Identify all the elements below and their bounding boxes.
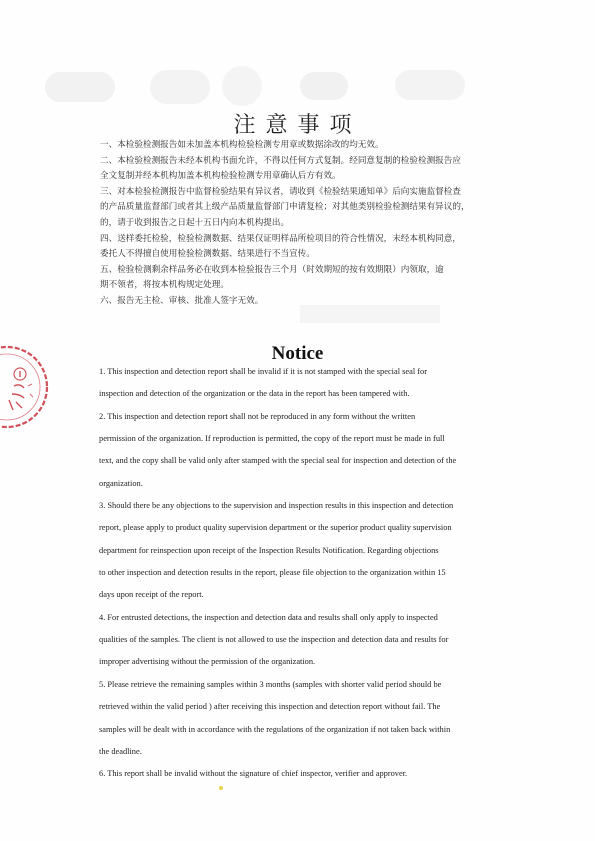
english-line: improper advertising without the permission of the organization. bbox=[99, 657, 316, 667]
chinese-line: 四、送样委托检验，检验检测数据、结果仅证明样品所检项目的符合性情况，未经本机构同意， bbox=[100, 233, 461, 244]
chinese-title: 注意事项 bbox=[233, 113, 362, 138]
bleed-through-mark bbox=[395, 70, 465, 100]
english-line: retrieved within the valid period ) after receiving this inspection and detection report without fail. The bbox=[99, 702, 441, 712]
scan-speck bbox=[219, 786, 223, 790]
english-line: days upon receipt of the report. bbox=[99, 590, 204, 600]
chinese-line: 期不领者，将按本机构规定处理。 bbox=[100, 280, 229, 291]
chinese-line: 的，请于收到报告之日起十五日内向本机构提出。 bbox=[100, 217, 290, 228]
english-notice-body bbox=[99, 361, 524, 786]
english-line: report, please apply to product quality supervision department or the superior product quality supervision bbox=[99, 523, 452, 533]
english-line: text, and the copy shall be valid only after stamped with the special seal for inspection and detection of the bbox=[99, 456, 457, 466]
english-line: the deadline. bbox=[99, 746, 142, 756]
english-line: 5. Please retrieve the remaining samples within 3 months (samples with shorter valid period should be bbox=[99, 679, 442, 689]
chinese-line: 全文复制并经本机构加盖本机构检验检测专用章确认后方有效。 bbox=[100, 171, 341, 182]
english-line: to other inspection and detection results in the report, please file objection to the organization within 15 bbox=[99, 568, 446, 578]
english-line: 6. This report shall be invalid without the signature of chief inspector, verifier and approver. bbox=[99, 769, 408, 779]
chinese-line: 六、报告无主检、审核、批准人签字无效。 bbox=[100, 295, 264, 306]
english-line: inspection and detection of the organization or the data in the report has been tampered with. bbox=[99, 389, 410, 399]
english-line: 3. Should there be any objections to the supervision and inspection results in this inspection and detection bbox=[99, 501, 454, 511]
english-line: 4. For entrusted detections, the inspection and detection data and results shall only apply to inspected bbox=[99, 612, 438, 622]
bleed-through-mark bbox=[222, 66, 262, 106]
english-line: 2. This inspection and detection report shall not be reproduced in any form without the written bbox=[99, 411, 416, 421]
chinese-line: 的产品质量监督部门或者其上级产品质量监督部门申请复检；对其他类别检验检测结果有异议的， bbox=[100, 202, 470, 213]
english-line: 1. This inspection and detection report shall be invalid if it is not stamped with the special seal for bbox=[99, 367, 428, 376]
chinese-line: 五、检验检测剩余样品务必在收到本检验报告三个月（时效期短的按有效期限）内领取，逾 bbox=[100, 264, 444, 275]
english-line: permission of the organization. If reproduction is permitted, the copy of the report must be made in full bbox=[99, 434, 445, 444]
english-line: organization. bbox=[99, 478, 143, 488]
chinese-line: 三、对本检验检测报告中监督检验结果有异议者，请收到《检验结果通知单》后向实施监督检查 bbox=[100, 186, 461, 197]
bleed-through-mark bbox=[300, 72, 348, 100]
english-line: department for reinspection upon receipt of the Inspection Results Notification. Regarding objections bbox=[99, 545, 439, 555]
english-line: samples will be dealt with in accordance with the regulations of the organization if not taken back within bbox=[99, 724, 451, 734]
chinese-line: 二、本检验检测报告未经本机构书面允许，不得以任何方式复制。经同意复制的检验检测报告应 bbox=[100, 155, 461, 166]
chinese-notice-body bbox=[100, 138, 530, 310]
english-title: Notice bbox=[271, 343, 324, 364]
bleed-through-mark bbox=[150, 70, 210, 104]
chinese-line: 委托人不得擅自使用检验检测数据、结果进行不当宣传。 bbox=[100, 249, 315, 260]
chinese-line: 一、本检验检测报告如未加盖本机构检验检测专用章或数据涂改的均无效。 bbox=[100, 140, 384, 150]
english-line: qualities of the samples. The client is not allowed to use the inspection and detection data and results for bbox=[99, 635, 449, 645]
bleed-through-mark bbox=[45, 72, 115, 102]
